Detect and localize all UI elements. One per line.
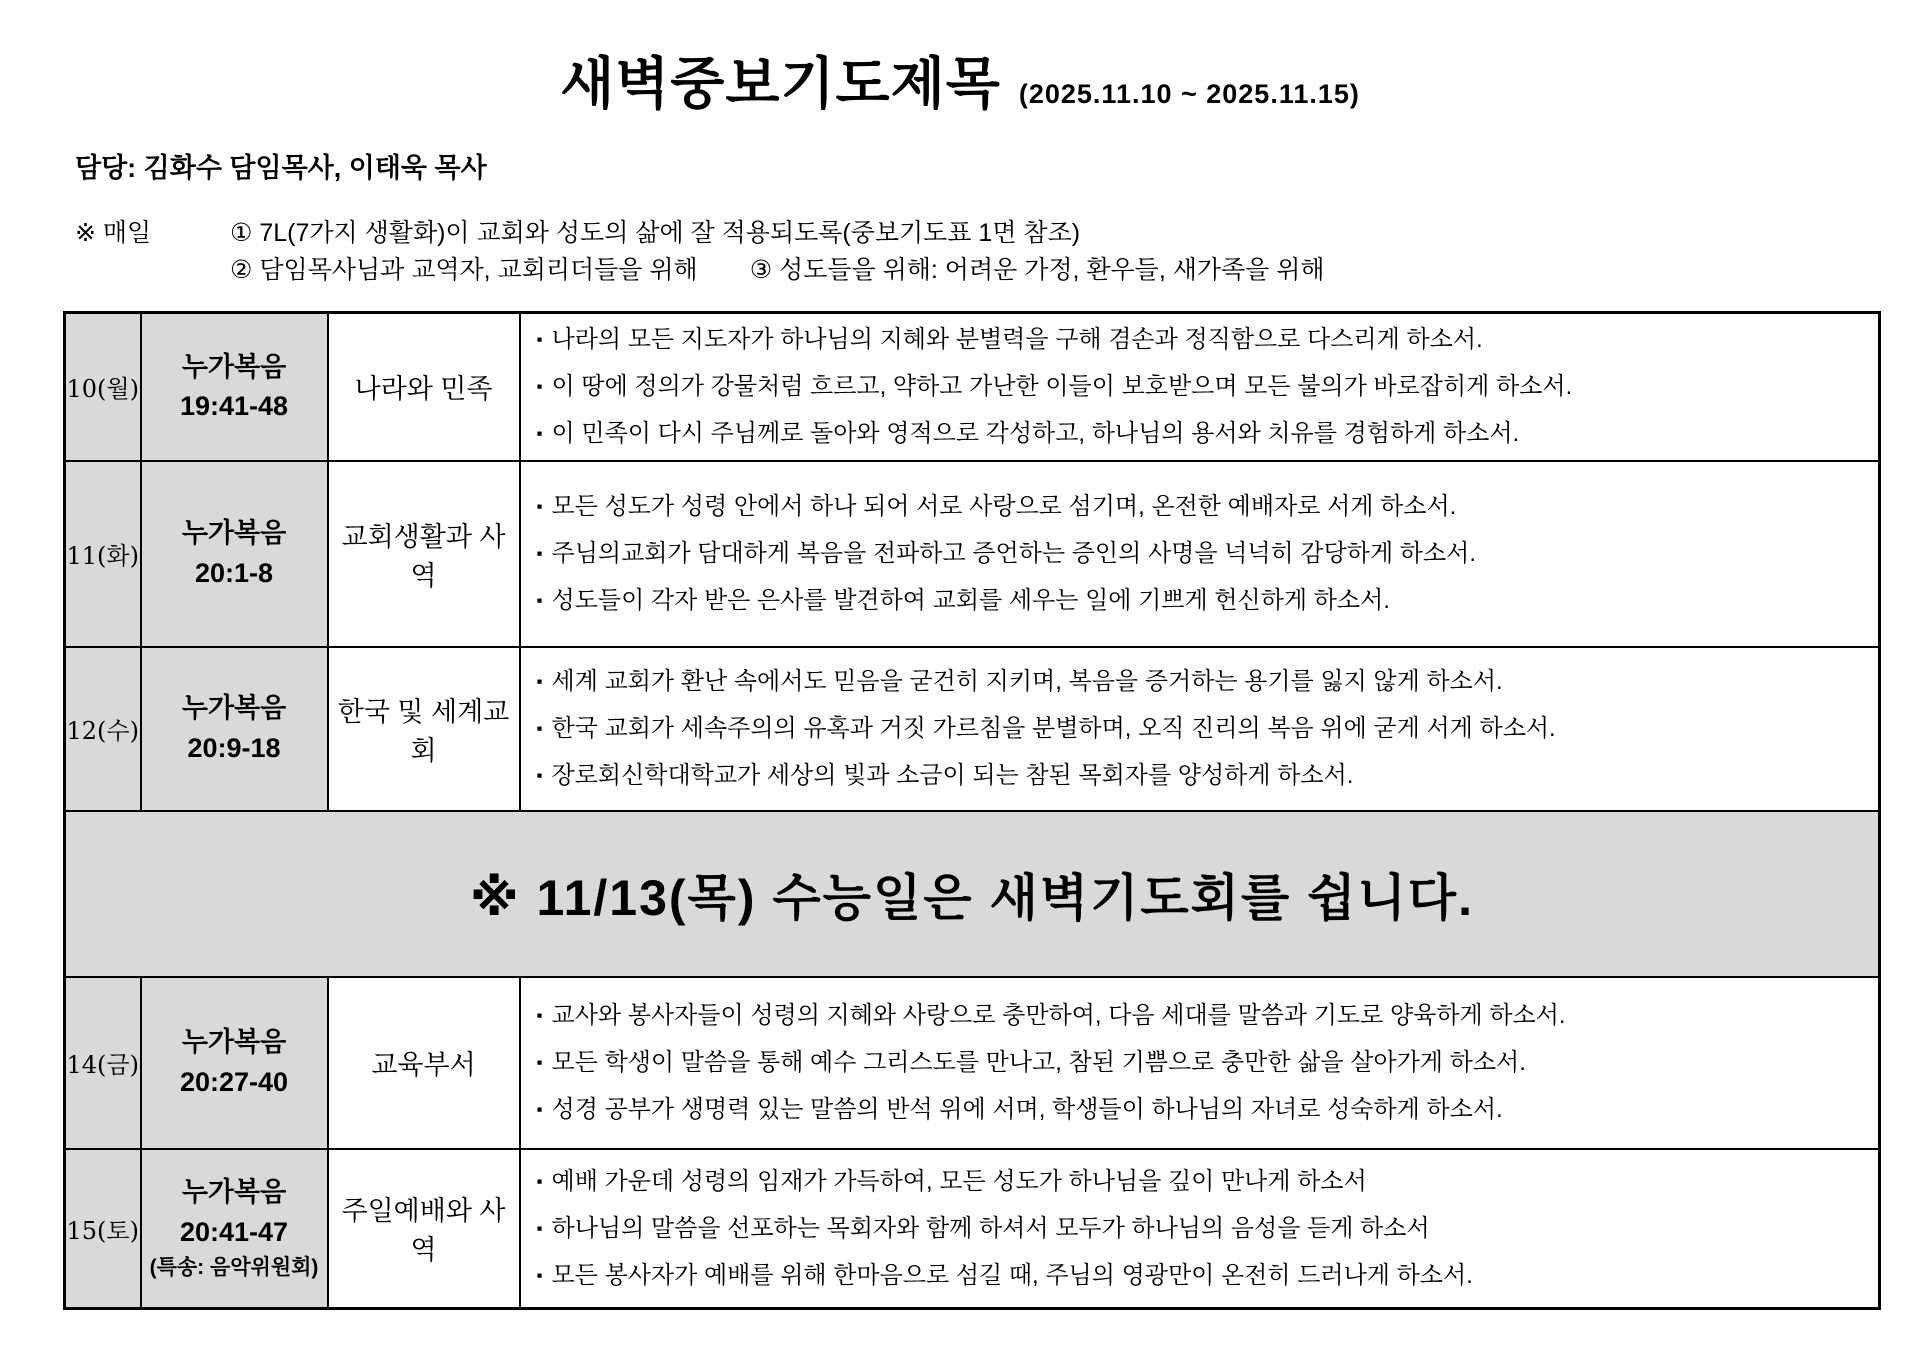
scripture-book: 누가복음	[181, 1027, 287, 1058]
topic-cell: 한국 및 세계교회	[328, 647, 520, 811]
prayer-item: ▪ 한국 교회가 세속주의의 유혹과 거짓 가르침을 분별하며, 오직 진리의 복음 위에 굳게 서게 하소서.	[536, 714, 1556, 742]
scripture-cell	[141, 461, 328, 647]
bullet-square-icon: ▪	[536, 1171, 543, 1191]
scripture-verses: 19:41-48	[179, 390, 289, 421]
date-cell: 15(토)	[65, 1149, 141, 1309]
daily-item-2: ② 담임목사님과 교역자, 교회리더들을 위해	[230, 256, 698, 284]
scripture-verses: 20:27-40	[179, 1066, 289, 1097]
daily-item-3: ③ 성도들을 위해: 어려운 가정, 환우들, 새가족을 위해	[749, 256, 1325, 284]
daily-note-line-2	[75, 252, 1920, 289]
bullet-square-icon: ▪	[536, 1265, 543, 1285]
prayer-item: ▪ 성도들이 각자 받은 은사를 발견하여 교회를 세우는 일에 기쁘게 헌신하게 하소서.	[536, 587, 1390, 615]
topic-cell: 주일예배와 사역	[328, 1149, 520, 1309]
date-cell: 14(금)	[65, 977, 141, 1149]
table-row	[65, 1149, 1880, 1309]
table-row-banner	[65, 811, 1880, 977]
bullet-square-icon: ▪	[536, 1005, 543, 1025]
table-row	[65, 977, 1880, 1149]
bullet-square-icon: ▪	[536, 671, 543, 691]
date-cell: 12(수)	[65, 647, 141, 811]
scripture-verses: 20:1-8	[194, 557, 274, 588]
topic-cell: 교회생활과 사역	[328, 461, 520, 647]
prayer-item: ▪ 이 민족이 다시 주님께로 돌아와 영적으로 각성하고, 하나님의 용서와 치유를 경험하게 하소서.	[536, 420, 1520, 448]
scripture-cell	[141, 313, 328, 461]
prayer-table	[63, 311, 1881, 1310]
prayer-items-cell	[520, 461, 1880, 647]
table-row	[65, 313, 1880, 461]
prayer-items-cell	[520, 647, 1880, 811]
bullet-square-icon: ▪	[536, 377, 543, 397]
scripture-cell	[141, 647, 328, 811]
scripture-verses: 20:9-18	[187, 732, 281, 763]
bullet-square-icon: ▪	[536, 718, 543, 738]
bullet-square-icon: ▪	[536, 766, 543, 786]
daily-marker: ※ 매일	[75, 219, 152, 247]
prayer-item: ▪ 장로회신학대학교가 세상의 빛과 소금이 되는 참된 목회자를 양성하게 하소서.	[536, 762, 1354, 790]
prayer-item: ▪ 모든 학생이 말씀을 통해 예수 그리스도를 만나고, 참된 기쁨으로 충만한 삶을 살아가게 하소서.	[536, 1048, 1526, 1076]
scripture-note: (특송: 음악위원회)	[149, 1255, 319, 1279]
bullet-square-icon: ▪	[536, 1100, 543, 1120]
daily-note	[75, 215, 1920, 289]
prayer-items-cell	[520, 1149, 1880, 1309]
topic-cell: 나라와 민족	[328, 313, 520, 461]
date-range: (2025.11.10 ~ 2025.11.15)	[1018, 79, 1360, 109]
holiday-banner: ※ 11/13(목) 수능일은 새벽기도회를 쉽니다.	[65, 811, 1880, 977]
bullet-square-icon: ▪	[536, 1218, 543, 1238]
bullet-square-icon: ▪	[536, 496, 543, 516]
prayer-item: ▪ 이 땅에 정의가 강물처럼 흐르고, 약하고 가난한 이들이 보호받으며 모든 불의가 바로잡히게 하소서.	[536, 373, 1573, 401]
topic-cell: 교육부서	[328, 977, 520, 1149]
daily-note-line-1	[75, 215, 1920, 252]
bullet-square-icon: ▪	[536, 591, 543, 611]
prayer-item: ▪ 예배 가운데 성령의 임재가 가득하여, 모든 성도가 하나님을 깊이 만나게 하소서	[536, 1167, 1367, 1195]
daily-item-1: ① 7L(7가지 생활화)이 교회와 성도의 삶에 잘 적용되도록(중보기도표 1면 참조)	[230, 219, 1081, 247]
bullet-square-icon: ▪	[536, 424, 543, 444]
table-row	[65, 461, 1880, 647]
scripture-book: 누가복음	[181, 518, 287, 549]
bullet-square-icon: ▪	[536, 543, 543, 563]
page-title: 새벽중보기도제목	[560, 52, 1001, 115]
scripture-verses: 20:41-47	[179, 1216, 289, 1247]
prayer-item: ▪ 성경 공부가 생명력 있는 말씀의 반석 위에 서며, 학생들이 하나님의 자녀로 성숙하게 하소서.	[536, 1096, 1503, 1124]
prayer-item: ▪ 하나님의 말씀을 선포하는 목회자와 함께 하셔서 모두가 하나님의 음성을 듣게 하소서	[536, 1214, 1430, 1242]
scripture-book: 누가복음	[181, 693, 287, 724]
prayer-item: ▪ 교사와 봉사자들이 성령의 지혜와 사랑으로 충만하여, 다음 세대를 말씀과 기도로 양육하게 하소서.	[536, 1001, 1566, 1029]
prayer-item: ▪ 모든 봉사자가 예배를 위해 한마음으로 섬길 때, 주님의 영광만이 온전히 드러나게 하소서.	[536, 1261, 1473, 1289]
bullet-square-icon: ▪	[536, 1052, 543, 1072]
date-cell: 11(화)	[65, 461, 141, 647]
prayer-item: ▪ 모든 성도가 성령 안에서 하나 되어 서로 사랑으로 섬기며, 온전한 예배자로 서게 하소서.	[536, 492, 1457, 520]
scripture-cell	[141, 1149, 328, 1309]
prayer-item: ▪ 주님의교회가 담대하게 복음을 전파하고 증언하는 증인의 사명을 넉넉히 감당하게 하소서.	[536, 539, 1477, 567]
prayer-item: ▪ 나라의 모든 지도자가 하나님의 지혜와 분별력을 구해 겸손과 정직함으로 다스리게 하소서.	[536, 326, 1483, 353]
scripture-cell	[141, 977, 328, 1149]
table-row	[65, 647, 1880, 811]
bullet-square-icon: ▪	[536, 330, 543, 349]
date-cell: 10(월)	[65, 313, 141, 461]
header	[0, 0, 1920, 120]
prayer-item: ▪ 세계 교회가 환난 속에서도 믿음을 굳건히 지키며, 복음을 증거하는 용기를 잃지 않게 하소서.	[536, 667, 1503, 695]
scripture-book: 누가복음	[181, 1177, 287, 1208]
prayer-items-cell	[520, 977, 1880, 1149]
scripture-book: 누가복음	[181, 351, 287, 382]
prayer-items-cell	[520, 313, 1880, 461]
in-charge-line: 담당: 김화수 담임목사, 이태욱 목사	[75, 153, 487, 183]
